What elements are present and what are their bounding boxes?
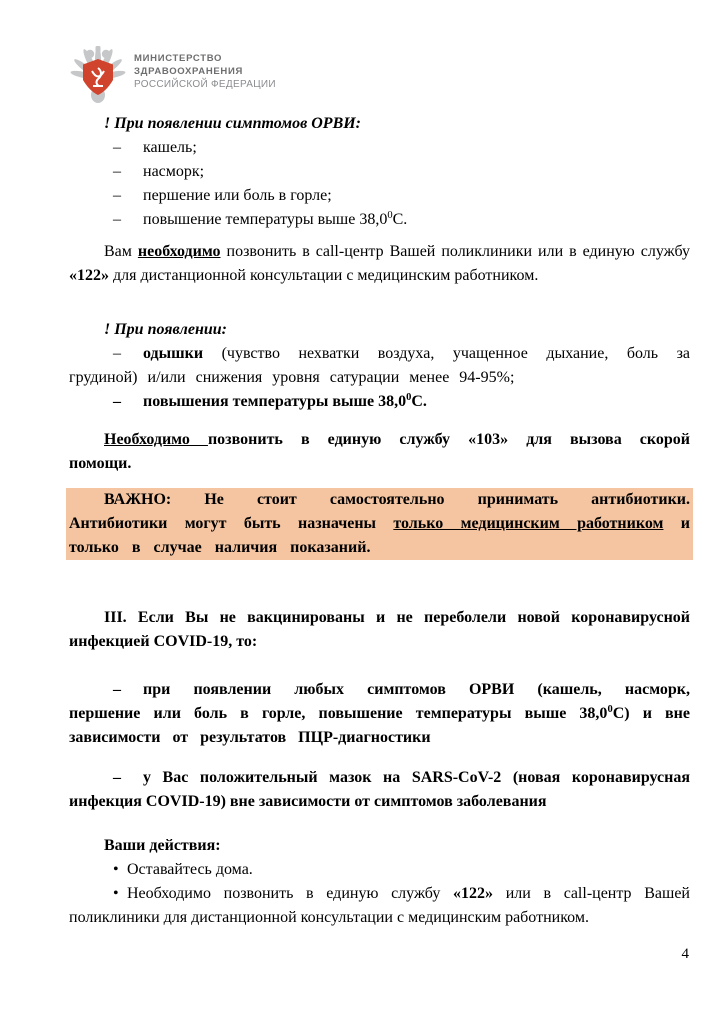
- emphasis-neobkhodimo-underlined: Необходимо: [104, 431, 208, 448]
- ministry-header: [70, 44, 690, 104]
- ministry-name-line3: РОССИЙСКОЙ ФЕДЕРАЦИИ: [134, 79, 276, 90]
- dash-marker: –: [113, 139, 121, 156]
- your-actions-heading: Ваши действия:: [104, 837, 221, 854]
- symptom-item-cough: – кашель;: [69, 136, 690, 160]
- page-number: 4: [681, 946, 689, 962]
- ministry-name-line2: ЗДРАВООХРАНЕНИЯ: [134, 66, 244, 77]
- emphasis-neobkhodimo: необходимо: [137, 243, 221, 260]
- service-number-122: «122»: [69, 267, 109, 284]
- action-call-122: • Необходимо позвонить в единую службу «122» или в call-центр Вашей поликлиники для дистанционной консультации с медицинским работником.: [69, 882, 690, 930]
- call-103-paragraph: Необходимо позвонить в единую службу «103» для вызова скорой помощи.: [69, 431, 690, 472]
- bullet-marker: •: [113, 861, 119, 878]
- dash-marker: –: [113, 187, 121, 204]
- symptom-item-fever: – повышение температуры выше 38,0$^0$С.: [69, 208, 690, 232]
- dash-marker: –: [113, 211, 121, 228]
- heading-orvi-symptoms: ! При появлении симптомов ОРВИ:: [104, 115, 362, 132]
- important-notice-highlight: ВАЖНО: Не стоит самостоятельно принимать антибиотики. Антибиотики могут быть назначены только медицинским работником и только в случае наличия показаний.: [66, 488, 693, 560]
- dash-marker: –: [113, 393, 121, 410]
- section-3-heading: III. Если Вы не вакцинированы и не переболели новой коронавирусной инфекцией COVID-19, то:: [69, 609, 690, 650]
- emphasis-odyshki: одышки: [143, 345, 204, 362]
- condition-positive-test: – у Вас положительный мазок на SARS-CoV-2 (новая коронавирусная инфекция COVID-19) вне зависимости от симптомов заболевания: [69, 766, 690, 814]
- symptom-item-runny-nose: – насморк;: [69, 160, 690, 184]
- superscript-zero: 0: [406, 392, 412, 403]
- superscript-zero: 0: [387, 210, 393, 221]
- bullet-marker: •: [113, 885, 119, 902]
- dash-marker: –: [113, 769, 121, 786]
- service-number-122: «122»: [453, 885, 494, 902]
- condition-any-orvi-symptoms: – при появлении любых симптомов ОРВИ (кашель, насморк, першение или боль в горле, повышение температуры выше 38,0$^0$С) и вне зависимости от результатов ПЦР-диагностики: [69, 678, 690, 750]
- ministry-name: [134, 52, 276, 91]
- dash-marker: –: [113, 345, 121, 362]
- emphasis-medical-worker-only: только медицинским работником: [393, 515, 664, 532]
- ministry-emblem-eagle-icon: [70, 44, 126, 104]
- dyspnea-item: – одышки (чувство нехватки воздуха, учащенное дыхание, боль за грудиной) и/или снижения уровня сатурации менее 94-95%;: [69, 342, 690, 390]
- action-stay-home: • Оставайтесь дома.: [69, 858, 690, 882]
- fever-item-bold: – повышения температуры выше 38,0$^0$С.: [69, 390, 690, 414]
- symptom-item-sore-throat: – першение или боль в горле;: [69, 184, 690, 208]
- superscript-zero: 0: [607, 704, 613, 715]
- ministry-name-line1: МИНИСТЕРСТВО: [134, 53, 223, 64]
- dash-marker: –: [113, 163, 121, 180]
- call-center-paragraph: Вам необходимо позвонить в call-центр Вашей поликлиники или в единую службу «122» для дистанционной консультации с медицинским работником.: [69, 243, 690, 284]
- heading-pri-poyavlenii: ! При появлении:: [104, 321, 227, 338]
- dash-marker: –: [113, 681, 121, 698]
